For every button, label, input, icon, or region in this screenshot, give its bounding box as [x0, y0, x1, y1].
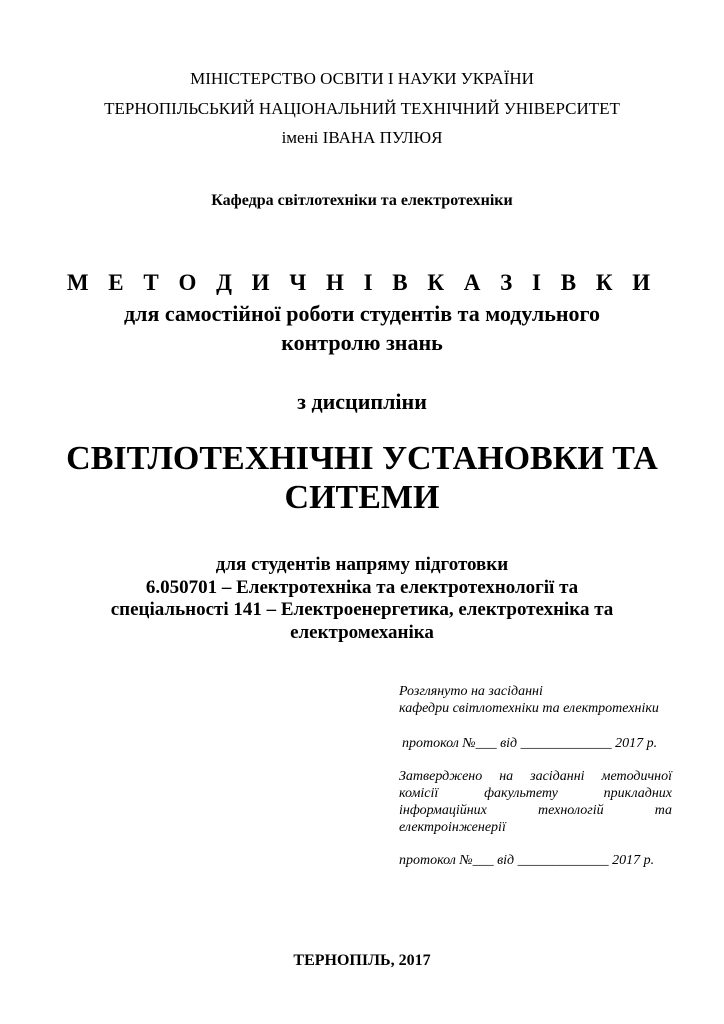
university-named-after: імені ІВАНА ПУЛЮЯ — [281, 128, 443, 147]
course-title-line-1: СВІТЛОТЕХНІЧНІ УСТАНОВКИ ТА — [66, 440, 658, 477]
department-name: Кафедра світлотехніки та електротехніки — [211, 192, 513, 209]
purpose-line-2: контролю знань — [281, 330, 443, 355]
purpose-line-1: для самостійної роботи студентів та модульного — [124, 301, 600, 326]
protocol-line-2: протокол №___ від _____________ 2017 р. — [399, 853, 655, 868]
audience-line-1: для студентів напряму підготовки — [215, 554, 509, 575]
document-type-title: М Е Т О Д И Ч Н І В К А З І В К И — [66, 270, 658, 295]
protocol-line-1: протокол №___ від _____________ 2017 р. — [402, 736, 658, 751]
ministry-name: МІНІСТЕРСТВО ОСВІТИ І НАУКИ УКРАЇНИ — [190, 69, 534, 88]
approved-paragraph: Затверджено на засіданні методичної комісії факультету прикладних інформаційних технологій та електроінженерії — [399, 769, 672, 835]
audience-line-4: електромеханіка — [290, 622, 434, 643]
course-title-line-2: СИТЕМИ — [284, 479, 440, 516]
reviewed-line-1: Розглянуто на засіданні — [399, 684, 543, 699]
audience-line-3: спеціальності 141 – Електроенергетика, електротехніка та — [110, 599, 614, 620]
university-name: ТЕРНОПІЛЬСЬКИЙ НАЦІОНАЛЬНИЙ ТЕХНІЧНИЙ УНІВЕРСИТЕТ — [104, 99, 620, 118]
discipline-label: з дисципліни — [297, 389, 427, 414]
reviewed-line-2: кафедри світлотехніки та електротехніки — [399, 701, 659, 716]
city-year: ТЕРНОПІЛЬ, 2017 — [293, 952, 431, 969]
audience-line-2: 6.050701 – Електротехніка та електротехнології та — [145, 577, 579, 598]
